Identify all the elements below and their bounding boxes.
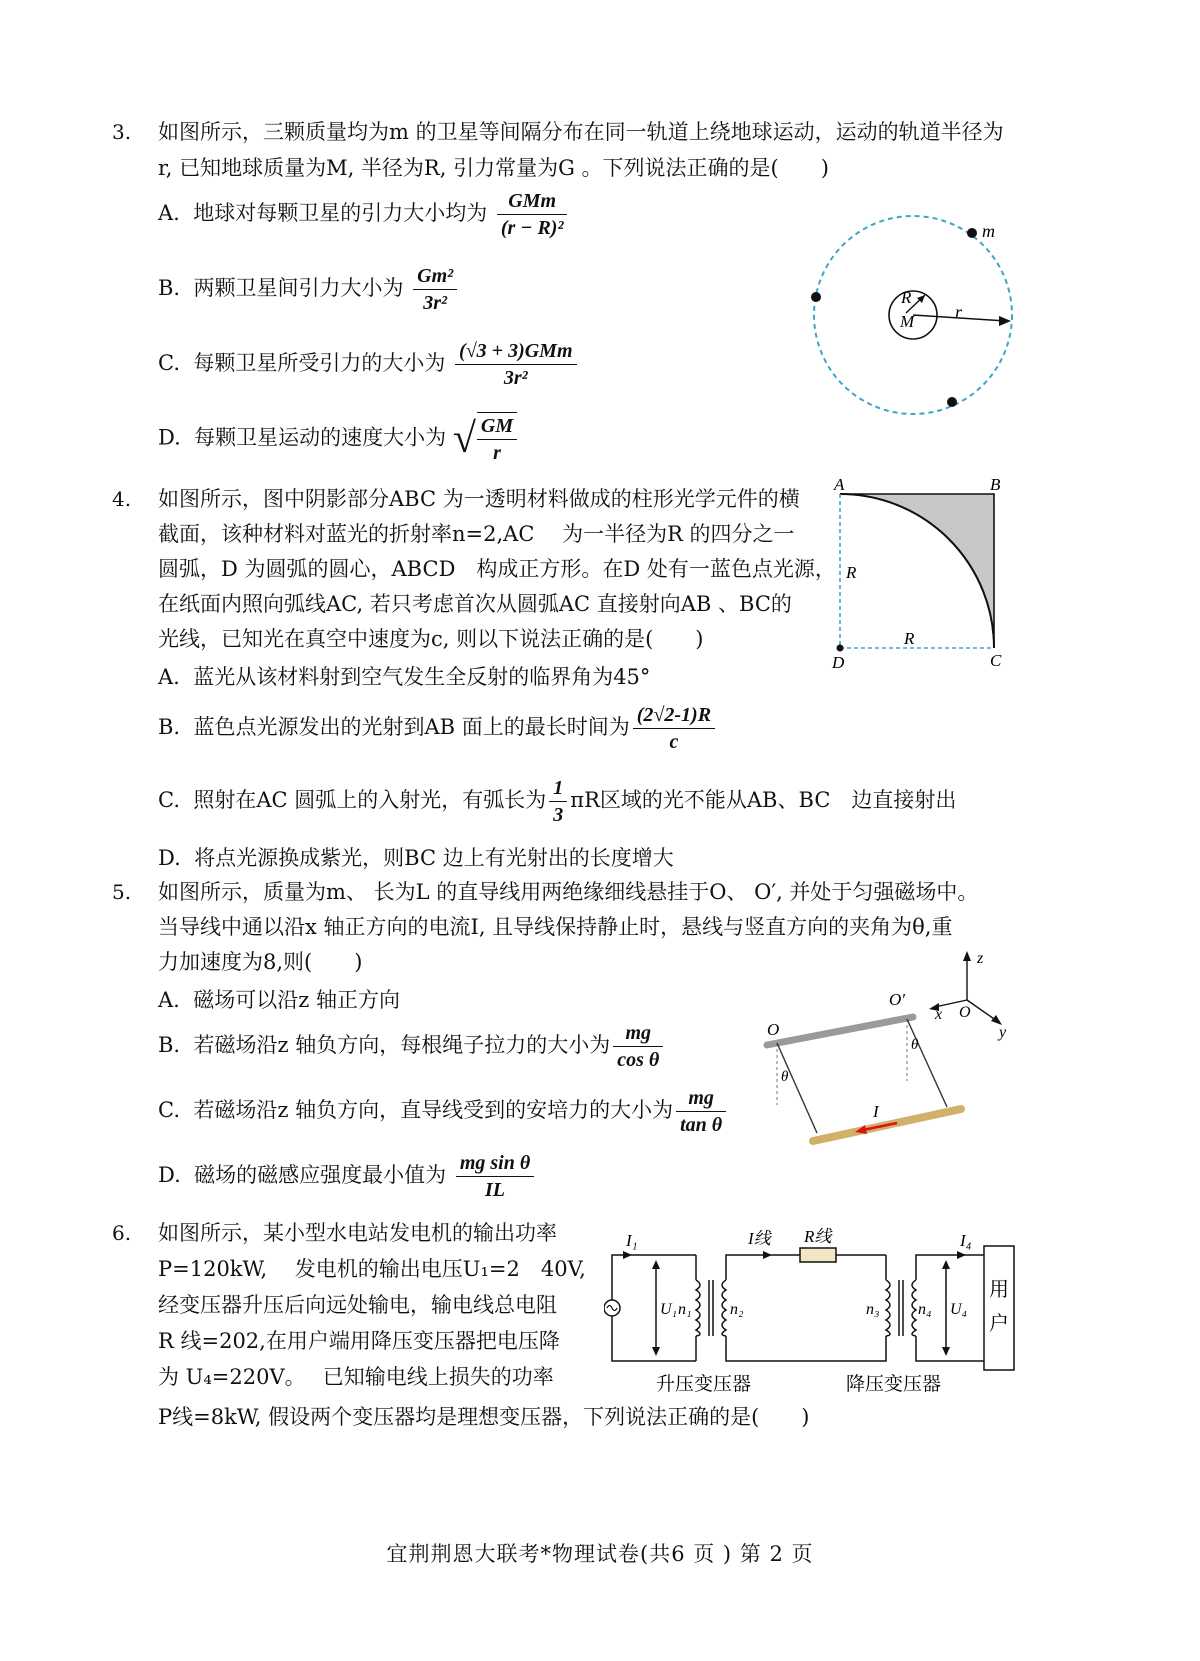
q4-stem-line4: 在纸面内照向弧线AC, 若只考虑首次从圆弧AC 直接射向AB 、BC的 — [158, 592, 792, 616]
page-footer: 宜荆荆恩大联考*物理试卷(共6 页 ) 第 2 页 — [386, 1542, 814, 1566]
label-M: M — [900, 312, 915, 331]
point-d — [837, 645, 844, 652]
option-label: B. — [158, 1033, 181, 1057]
label-n2: n₂ — [730, 1301, 744, 1318]
label-n1: n₁ — [678, 1301, 692, 1318]
label-O: O — [767, 1020, 780, 1039]
q3-option-c — [158, 338, 580, 391]
label-user-1: 用 — [989, 1277, 1009, 1301]
z-axis-arrow — [963, 951, 971, 961]
line-bottom — [726, 1336, 886, 1361]
satellite-top — [967, 228, 977, 238]
satellite-bottom — [947, 397, 957, 407]
option-text: 每颗卫星运动的速度大小为 — [194, 425, 447, 450]
shaded-region-abc — [840, 494, 994, 648]
q3-stem-line1: 如图所示，三颗质量均为m 的卫星等间隔分布在同一轨道上绕地球运动，运动的轨道半径为 — [158, 120, 1004, 144]
label-x: x — [935, 1006, 943, 1023]
option-label: A. — [158, 665, 180, 689]
q4-option-b — [158, 702, 718, 755]
string-right — [907, 1019, 947, 1107]
formula-fraction: $\frac{\text{Gm²}}{\text{3r²}}$ — [413, 263, 457, 316]
label-I: I — [873, 1102, 879, 1121]
formula-fraction: $\frac{mg}{\text{cos θ}}$ — [613, 1020, 663, 1073]
q5-option-c — [158, 1085, 729, 1138]
q4-option-c — [158, 775, 956, 828]
q6-number: 6. — [112, 1221, 132, 1245]
option-text: 两颗卫星间引力大小为 — [193, 276, 404, 300]
option-label: D. — [158, 846, 181, 870]
q6-stem-line6: P线=8kW, 假设两个变压器均是理想变压器，下列说法正确的是( ) — [158, 1405, 810, 1429]
q5-option-a — [158, 984, 400, 1014]
label-A: A — [834, 475, 845, 494]
option-label: A. — [158, 201, 180, 225]
label-theta-right: θ — [911, 1037, 919, 1053]
coil-n1 — [696, 1280, 700, 1336]
q6-stem-line2: P=120kW, 发电机的输出电压U₁=2 40V, — [158, 1257, 586, 1281]
coil-n4 — [912, 1280, 916, 1336]
y-axis — [967, 1000, 997, 1021]
option-text: 蓝光从该材料射到空气发生全反射的临界角为45° — [193, 665, 651, 689]
label-C: C — [990, 651, 1002, 670]
q3-option-b — [158, 263, 460, 316]
string-left — [777, 1043, 817, 1133]
q6-stem-line3: 经变压器升压后向远处输电，输电线总电阻 — [158, 1293, 557, 1317]
label-R: R — [901, 288, 912, 307]
label-y: y — [999, 1024, 1007, 1041]
q4-stem-line5: 光线，已知光在真空中速度为c, 则以下说法正确的是( ) — [158, 627, 704, 651]
q5-stem-line2: 当导线中通以沿x 轴正方向的电流I, 且导线保持静止时，悬线与竖直方向的夹角为θ,重 — [158, 915, 953, 939]
label-U4: U₄ — [950, 1301, 968, 1318]
q6-stem-line4: R 线=202,在用户端用降压变压器把电压降 — [158, 1329, 560, 1353]
u4-arrow-down — [942, 1347, 950, 1356]
option-label: C. — [158, 351, 180, 375]
coil-n2 — [722, 1280, 726, 1336]
label-U1: U₁ — [660, 1301, 678, 1318]
label-D: D — [832, 653, 845, 672]
satellite-left — [811, 292, 821, 302]
option-text-tail: πR区域的光不能从AB、BC 边直接射出 — [570, 788, 957, 812]
q4-stem-line1: 如图所示，图中阴影部分ABC 为一透明材料做成的柱形光学元件的横 — [158, 487, 800, 511]
option-label: C. — [158, 788, 180, 812]
formula-fraction: $\frac{\text{(√3 + 3)GMm}}{\text{3r²}}$ — [455, 338, 576, 391]
label-origin: O — [959, 1004, 971, 1021]
option-text: 每颗卫星所受引力的大小为 — [193, 351, 446, 375]
u4-arrow-up — [942, 1260, 950, 1269]
secondary-top — [916, 1255, 984, 1280]
option-text: 将点光源换成紫光，则BC 边上有光射出的长度增大 — [194, 846, 674, 870]
u1-arrow-up — [652, 1260, 660, 1269]
option-label: B. — [158, 715, 181, 739]
option-text: 蓝色点光源发出的光射到AB 面上的最长时间为 — [193, 715, 630, 739]
q5-number: 5. — [112, 880, 132, 904]
i1-arrow — [623, 1251, 632, 1259]
option-text: 磁场可以沿z 轴正方向 — [193, 988, 400, 1012]
q4-option-a — [158, 661, 650, 691]
label-Iline: I线 — [748, 1229, 771, 1248]
option-text: 若磁场沿z 轴负方向，每根绳子拉力的大小为 — [193, 1033, 611, 1057]
q4-optics-figure — [822, 472, 1022, 677]
label-m: m — [982, 221, 995, 241]
option-label: C. — [158, 1098, 180, 1122]
formula-fraction: $\frac{GM}{r}$ — [477, 412, 517, 466]
option-label: A. — [158, 988, 180, 1012]
label-O-prime: O′ — [889, 990, 905, 1009]
coil-n3 — [886, 1280, 890, 1336]
orbit-radius-arrow — [999, 316, 1011, 326]
i4-arrow — [957, 1251, 966, 1259]
q3-stem-line2: r, 已知地球质量为M, 半径为R, 引力常量为G 。下列说法正确的是( ) — [158, 156, 829, 180]
q4-number: 4. — [112, 487, 132, 511]
secondary-bottom — [916, 1336, 984, 1361]
q3-option-a — [158, 188, 570, 241]
label-n3: n₃ — [866, 1301, 880, 1318]
q5-stem-line1: 如图所示，质量为m、 长为L 的直导线用两绝缘细线悬挂于O、 O′, 并处于匀强磁场中。 — [158, 880, 979, 904]
formula-fraction: $\frac{\text{mg sin θ}}{IL}$ — [456, 1150, 534, 1203]
label-R-vertical: R — [846, 563, 857, 582]
formula-fraction: $\frac{1}{3}$ — [549, 775, 567, 828]
support-rod — [767, 1017, 913, 1045]
q6-circuit-figure — [604, 1222, 1024, 1397]
q4-stem-line2: 截面，该种材料对蓝光的折射率n=2,AC 为一半径为R 的四分之一 — [158, 522, 795, 546]
label-theta-left: θ — [781, 1069, 789, 1085]
q6-stem-line5: 为 U₄=220V。 已知输电线上损失的功率 — [158, 1365, 554, 1389]
formula-fraction: $\frac{\text{GMm}}{\text{(r − R)²}}$ — [497, 188, 568, 241]
label-R-horizontal: R — [904, 629, 915, 648]
q5-option-b — [158, 1020, 666, 1073]
label-I4: I₄ — [960, 1231, 972, 1250]
option-text: 磁场的磁感应强度最小值为 — [194, 1163, 447, 1187]
option-label: D. — [158, 1163, 181, 1187]
q4-stem-line3: 圆弧，D 为圆弧的圆心，ABCD 构成正方形。在D 处有一蓝色点光源， — [158, 557, 836, 581]
user-box — [984, 1246, 1014, 1370]
label-r: r — [955, 302, 963, 322]
label-step-up: 升压变压器 — [656, 1373, 752, 1395]
label-Rline: R线 — [804, 1227, 832, 1246]
formula-fraction: $\frac{(2√2-1)R}{c}$ — [633, 702, 715, 755]
option-label: D. — [158, 425, 181, 450]
q5-option-d — [158, 1150, 537, 1203]
sqrt-symbol: √ — [452, 416, 476, 462]
q6-stem-line1: 如图所示，某小型水电站发电机的输出功率 — [158, 1221, 557, 1245]
q4-option-d — [158, 842, 674, 872]
q3-number: 3. — [112, 120, 132, 144]
line-resistor — [800, 1248, 836, 1262]
label-I1: I₁ — [626, 1231, 638, 1250]
q5-stem-line3: 力加速度为8,则( ) — [158, 950, 363, 974]
label-n4: n₄ — [918, 1301, 932, 1318]
option-text: 照射在AC 圆弧上的入射光，有弧长为 — [193, 788, 547, 812]
label-z: z — [977, 950, 984, 967]
q5-wire-figure — [755, 945, 1040, 1155]
iline-arrow — [763, 1251, 772, 1259]
formula-fraction: $\frac{mg}{\text{tan θ}}$ — [676, 1085, 726, 1138]
option-text: 地球对每颗卫星的引力大小均为 — [193, 201, 488, 225]
label-user-2: 户 — [989, 1311, 1009, 1335]
q3-option-d — [158, 412, 520, 466]
option-text: 若磁场沿z 轴负方向，直导线受到的安培力的大小为 — [193, 1098, 674, 1122]
u1-arrow-down — [652, 1347, 660, 1356]
q3-orbit-figure — [800, 205, 1030, 420]
label-step-down: 降压变压器 — [846, 1373, 942, 1395]
label-B: B — [990, 475, 1001, 494]
option-label: B. — [158, 276, 181, 300]
